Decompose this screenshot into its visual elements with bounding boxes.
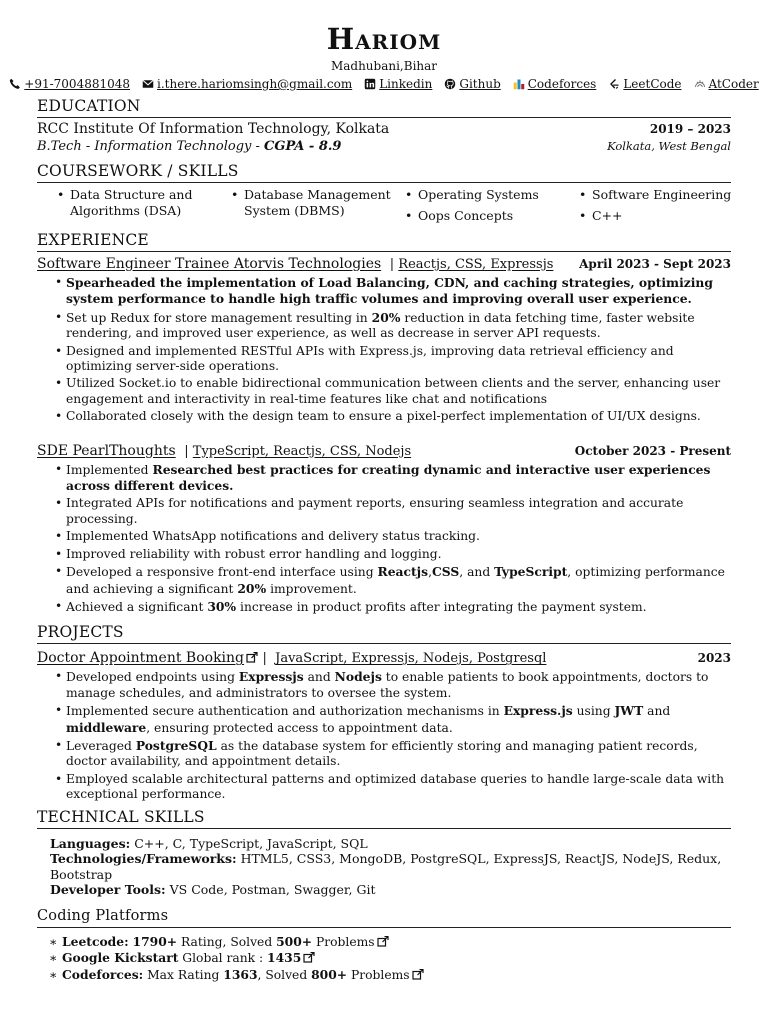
coursework-column	[405, 187, 579, 229]
project-title[interactable]: Doctor Appointment Booking	[37, 650, 245, 667]
bullet-item	[66, 547, 731, 562]
platform-name: Codeforces:	[62, 966, 144, 982]
job-bullets	[37, 462, 731, 616]
skill-label: Languages:	[50, 835, 131, 851]
job-dates: October 2023 - Present	[574, 443, 731, 458]
bullet-text: , ensuring protected access to appointment data.	[146, 720, 453, 735]
platform-text: Global rank :	[178, 951, 268, 966]
bullet-text: ,	[428, 565, 432, 580]
coursework-item: • Oops Concepts	[405, 208, 579, 224]
github-link[interactable]: Github	[459, 77, 501, 91]
atcoder-icon	[694, 78, 706, 90]
project-title-line	[37, 650, 546, 666]
bullet-text: Implemented	[66, 462, 153, 477]
project-bullets	[37, 669, 731, 802]
platform-bold: 1790+	[132, 933, 178, 949]
coursework-item: • Operating Systems	[405, 187, 579, 203]
coursework-grid	[37, 187, 731, 229]
job-title-line	[37, 443, 411, 459]
bullet-item	[66, 738, 731, 770]
platform-name: Google Kickstart	[62, 950, 179, 966]
bullet-item	[66, 599, 731, 615]
leetcode-link[interactable]: LeetCode	[623, 77, 682, 91]
phone-link[interactable]: +91-7004881048	[24, 77, 131, 91]
github-icon	[444, 78, 456, 90]
contact-bar	[24, 76, 759, 92]
bullet-item	[66, 529, 731, 544]
platform-bold: 1363	[223, 966, 258, 982]
coursework-column	[57, 187, 231, 229]
platform-name: Leetcode:	[62, 933, 129, 949]
codeforces-icon	[513, 78, 525, 90]
bullet-text: reduction in data fetching time, faster website rendering, and improved user experience, as well as decrease in server API requests.	[66, 310, 695, 341]
bullet-text: improvement.	[266, 581, 357, 596]
bullet-bold: middleware	[66, 719, 147, 735]
atcoder-link[interactable]: AtCoder	[708, 77, 759, 91]
bullet-bold: Researched best practices for creating dynamic and interactive user experiences across different devices.	[66, 461, 711, 494]
job-bullets	[37, 275, 731, 425]
education-dates: 2019 – 2023	[649, 122, 731, 136]
bullet-text: Integrated APIs for notifications and payment reports, ensuring seamless integration and accurate processing.	[66, 496, 684, 526]
project-header	[37, 650, 731, 666]
technical-skills-block	[37, 836, 731, 898]
bullet-text: Implemented WhatsApp notifications and delivery status tracking.	[66, 529, 480, 544]
cgpa: CGPA - 8.9	[264, 139, 342, 154]
skill-row	[50, 851, 731, 882]
project-tech: | JavaScript, Expressjs, Nodejs, Postgresql	[262, 651, 547, 667]
contact-github[interactable]	[444, 76, 500, 92]
bullet-text: as the database system for efficiently storing and managing patient records, doctor availability, and appointment details.	[66, 738, 698, 769]
codeforces-link[interactable]: Codeforces	[527, 77, 597, 91]
external-link-icon[interactable]	[303, 952, 315, 963]
envelope-icon	[142, 78, 154, 90]
contact-codeforces[interactable]	[513, 76, 597, 92]
bullet-text: , and	[459, 565, 495, 580]
bullet-text: Leveraged	[66, 738, 136, 753]
bullet-bold: PostgreSQL	[135, 737, 217, 753]
bullet-bold: Express.js	[503, 703, 573, 719]
technical-skills-heading: TECHNICAL SKILLS	[37, 808, 731, 829]
location: Madhubani,Bihar	[330, 59, 438, 73]
bullet-item	[66, 310, 731, 342]
job-tech: | Reactjs, CSS, Expressjs	[385, 257, 554, 272]
external-link-icon[interactable]	[246, 652, 258, 663]
job-header	[37, 256, 731, 272]
skill-value: C++, C, TypeScript, JavaScript, SQL	[130, 835, 368, 851]
contact-linkedin[interactable]	[364, 76, 432, 92]
coursework-heading: COURSEWORK / SKILLS	[37, 162, 731, 183]
job-tech-text: Reactjs, CSS, Expressjs	[398, 257, 554, 272]
bullet-item	[66, 409, 731, 424]
contact-leetcode[interactable]	[608, 76, 681, 92]
contact-email[interactable]	[142, 76, 352, 92]
external-link-icon[interactable]	[377, 936, 389, 947]
bullet-text: and	[303, 670, 335, 685]
platform-text: Max Rating	[143, 967, 224, 982]
coursework-item: • C++	[579, 208, 753, 224]
candidate-name: Hariom	[326, 22, 442, 56]
job-tech-text: TypeScript, Reactjs, CSS, Nodejs	[192, 443, 412, 459]
linkedin-link[interactable]: Linkedin	[379, 77, 433, 91]
bullet-item	[66, 275, 731, 308]
coursework-item: • Database Management System (DBMS)	[231, 187, 405, 219]
external-link-icon[interactable]	[412, 969, 424, 980]
platform-item	[62, 967, 731, 984]
bullet-bold: 20%	[371, 309, 401, 325]
contact-phone[interactable]	[9, 76, 130, 92]
platform-text: Problems	[312, 934, 375, 949]
bullet-item	[66, 462, 731, 495]
bullet-bold: CSS	[431, 564, 460, 580]
bullet-text: Achieved a significant	[66, 599, 208, 614]
bullet-text: increase in product profits after integrating the payment system.	[236, 599, 647, 614]
job-header	[37, 443, 731, 459]
bullet-item	[66, 564, 731, 597]
bullet-item	[66, 376, 731, 407]
bullet-text: to enable patients to book appointments, doctors to manage schedules, and administrators to oversee the system.	[66, 670, 709, 700]
platform-text: Problems	[347, 967, 410, 982]
institution-name: RCC Institute Of Information Technology, Kolkata	[37, 121, 390, 137]
skill-label: Developer Tools:	[50, 882, 166, 898]
contact-atcoder[interactable]	[694, 76, 759, 92]
bullet-text: using	[572, 704, 615, 719]
bullet-text: , optimizing performance and achieving a significant	[66, 565, 725, 596]
skill-value: VS Code, Postman, Swagger, Git	[165, 882, 376, 898]
coursework-column	[579, 187, 753, 229]
bullet-item	[66, 344, 731, 375]
job-dates: April 2023 - Sept 2023	[579, 257, 731, 271]
platform-bold: 500+	[276, 933, 313, 949]
bullet-text: Implemented secure authentication and authorization mechanisms in	[66, 704, 504, 719]
job-title: Software Engineer Trainee Atorvis Technologies	[37, 256, 382, 272]
bullet-bold: TypeScript	[494, 564, 568, 580]
skill-label: Technologies/Frameworks:	[50, 851, 237, 867]
skill-value: HTML5, CSS3, MongoDB, PostgreSQL, ExpressJS, ReactJS, NodeJS, Redux, Bootstrap	[50, 851, 722, 882]
bullet-text: Developed endpoints using	[66, 670, 239, 685]
bullet-item	[66, 703, 731, 736]
coursework-column	[231, 187, 405, 229]
platform-item	[62, 950, 731, 967]
bullet-bold: Nodejs	[334, 669, 382, 685]
bullet-text: Utilized Socket.io to enable bidirectional communication between clients and the server, enhancing user engagement and interactivity in real-time features like chat and notifications	[66, 376, 721, 406]
bullet-item	[66, 669, 731, 701]
bullet-text: Employed scalable architectural patterns and optimized database queries to handle large-scale data with exceptional performance.	[66, 771, 725, 802]
education-heading: EDUCATION	[37, 97, 731, 118]
bullet-bold: JWT	[614, 703, 644, 719]
skill-row	[50, 836, 731, 852]
coursework-item: • Software Engineering	[579, 187, 753, 203]
coding-platforms-heading: Coding Platforms	[37, 907, 731, 928]
bullet-bold: Spearheaded the implementation of Load Balancing, CDN, and caching strategies, optimizing system performance to handle high traffic volumes and improving overall user experience.	[66, 275, 713, 307]
bullet-text: and	[643, 704, 671, 719]
leetcode-icon	[608, 78, 620, 90]
bullet-bold: 30%	[207, 598, 237, 614]
coursework-item: • Data Structure and Algorithms (DSA)	[57, 187, 231, 219]
project-tech-text: JavaScript, Expressjs, Nodejs, Postgresql	[275, 651, 547, 667]
coding-platforms-list	[37, 934, 731, 984]
bullet-text: Designed and implemented RESTful APIs with Express.js, improving data retrieval efficiency and optimizing server-side operations.	[66, 343, 674, 374]
platform-item	[62, 934, 731, 951]
platform-text: Rating, Solved	[177, 934, 277, 949]
experience-heading: EXPERIENCE	[37, 231, 731, 252]
bullet-bold: Reactjs	[377, 564, 429, 580]
bullet-bold: Expressjs	[238, 669, 304, 685]
bullet-text: Improved reliability with robust error handling and logging.	[66, 546, 442, 561]
bullet-bold: 20%	[237, 580, 267, 596]
phone-icon	[9, 78, 21, 90]
bullet-item	[66, 772, 731, 803]
job-tech: | TypeScript, Reactjs, CSS, Nodejs	[180, 443, 412, 459]
platform-bold: 1435	[267, 950, 302, 966]
email-link[interactable]: i.there.hariomsingh@gmail.com	[157, 77, 353, 91]
job-title-line	[37, 256, 553, 272]
linkedin-icon	[364, 78, 376, 90]
degree-text: B.Tech - Information Technology -	[37, 139, 265, 154]
education-place: Kolkata, West Bengal	[607, 139, 731, 153]
degree	[37, 138, 341, 155]
skill-row	[50, 882, 731, 898]
job-title: SDE PearlThoughts	[37, 442, 176, 459]
platform-bold: 800+	[311, 966, 348, 982]
bullet-item	[66, 496, 731, 527]
projects-heading: PROJECTS	[37, 623, 731, 644]
bullet-text: Collaborated closely with the design team to ensure a pixel-perfect implementation of UI/UX designs.	[66, 409, 701, 424]
project-year: 2023	[697, 651, 731, 666]
bullet-text: Set up Redux for store management resulting in	[66, 310, 372, 325]
platform-text: , Solved	[257, 967, 312, 982]
bullet-text: Developed a responsive front-end interface using	[66, 565, 378, 580]
